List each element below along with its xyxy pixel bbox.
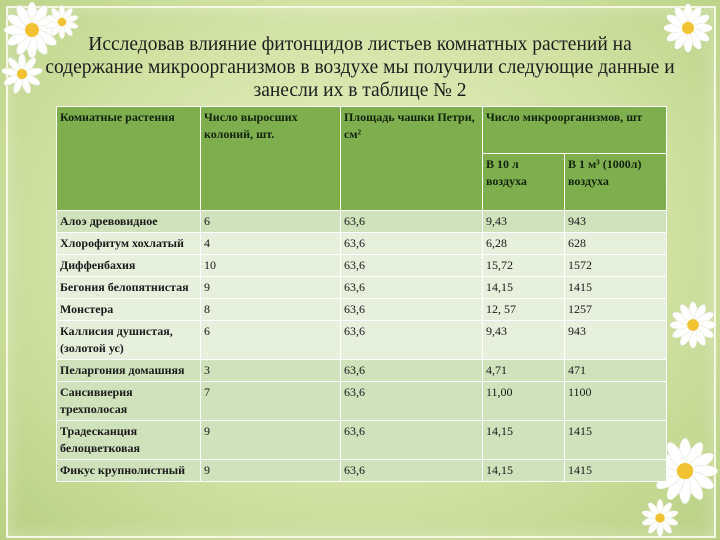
- header-microorganisms: Число микроорганизмов, шт: [483, 107, 667, 154]
- table-row: [57, 277, 667, 299]
- cell-per-10l: 6,28: [483, 233, 565, 255]
- daisy-bottom-right-small-icon: [640, 498, 680, 538]
- cell-per-10l: 14,15: [483, 460, 565, 482]
- cell-plant-name: Бегония белопятнистая: [57, 277, 201, 299]
- cell-area: 63,6: [341, 421, 483, 460]
- daisy-right-middle-icon: [668, 300, 718, 350]
- header-per-1m3: В 1 м³ (1000л) воздуха: [565, 154, 667, 211]
- cell-plant-name: Диффенбахия: [57, 255, 201, 277]
- cell-area: 63,6: [341, 255, 483, 277]
- cell-area: 63,6: [341, 360, 483, 382]
- daisy-left-icon: [0, 52, 44, 96]
- cell-colonies: 3: [201, 360, 341, 382]
- cell-plant-name: Сансивиерия трехполосая: [57, 382, 201, 421]
- cell-area: 63,6: [341, 277, 483, 299]
- results-table-wrapper: [56, 106, 666, 482]
- cell-per-1m3: 943: [565, 211, 667, 233]
- header-area: Площадь чашки Петри, см²: [341, 107, 483, 211]
- cell-per-1m3: 1415: [565, 277, 667, 299]
- cell-per-10l: 15,72: [483, 255, 565, 277]
- cell-colonies: 7: [201, 382, 341, 421]
- cell-per-10l: 14,15: [483, 277, 565, 299]
- cell-per-10l: 9,43: [483, 321, 565, 360]
- table-row: [57, 211, 667, 233]
- table-row: [57, 233, 667, 255]
- cell-per-10l: 4,71: [483, 360, 565, 382]
- cell-per-10l: 14,15: [483, 421, 565, 460]
- cell-colonies: 6: [201, 321, 341, 360]
- table-row: [57, 460, 667, 482]
- cell-per-10l: 11,00: [483, 382, 565, 421]
- cell-area: 63,6: [341, 299, 483, 321]
- slide-title: Исследовав влияние фитонцидов листьев комнатных растений на содержание микроорганизмов в воздухе мы получили следующие данные и занесли их в таблице № 2: [45, 34, 675, 101]
- cell-plant-name: Каллисия душистая, (золотой ус): [57, 321, 201, 360]
- cell-colonies: 9: [201, 421, 341, 460]
- header-colonies: Число выросших колоний, шт.: [201, 107, 341, 211]
- cell-plant-name: Хлорофитум хохлатый: [57, 233, 201, 255]
- cell-area: 63,6: [341, 382, 483, 421]
- cell-colonies: 6: [201, 211, 341, 233]
- cell-colonies: 9: [201, 277, 341, 299]
- cell-per-1m3: 1415: [565, 460, 667, 482]
- header-per-10l: В 10 л воздуха: [483, 154, 565, 211]
- cell-per-10l: 9,43: [483, 211, 565, 233]
- table-row: [57, 421, 667, 460]
- cell-plant-name: Традесканция белоцветковая: [57, 421, 201, 460]
- cell-per-1m3: 1572: [565, 255, 667, 277]
- header-plants: Комнатные растения: [57, 107, 201, 211]
- cell-colonies: 9: [201, 460, 341, 482]
- cell-plant-name: Монстера: [57, 299, 201, 321]
- cell-per-10l: 12, 57: [483, 299, 565, 321]
- table-row: [57, 299, 667, 321]
- table-header-row: [57, 107, 667, 154]
- table-row: [57, 321, 667, 360]
- cell-colonies: 8: [201, 299, 341, 321]
- cell-area: 63,6: [341, 460, 483, 482]
- table-row: [57, 360, 667, 382]
- cell-per-1m3: 628: [565, 233, 667, 255]
- cell-per-1m3: 1100: [565, 382, 667, 421]
- cell-colonies: 4: [201, 233, 341, 255]
- cell-area: 63,6: [341, 321, 483, 360]
- results-table: [56, 106, 667, 482]
- cell-per-1m3: 1415: [565, 421, 667, 460]
- cell-colonies: 10: [201, 255, 341, 277]
- cell-plant-name: Фикус крупнолистный: [57, 460, 201, 482]
- cell-area: 63,6: [341, 211, 483, 233]
- cell-per-1m3: 1257: [565, 299, 667, 321]
- cell-per-1m3: 471: [565, 360, 667, 382]
- cell-plant-name: Алоэ древовидное: [57, 211, 201, 233]
- table-row: [57, 255, 667, 277]
- table-row: [57, 382, 667, 421]
- cell-per-1m3: 943: [565, 321, 667, 360]
- cell-plant-name: Пеларгония домашняя: [57, 360, 201, 382]
- cell-area: 63,6: [341, 233, 483, 255]
